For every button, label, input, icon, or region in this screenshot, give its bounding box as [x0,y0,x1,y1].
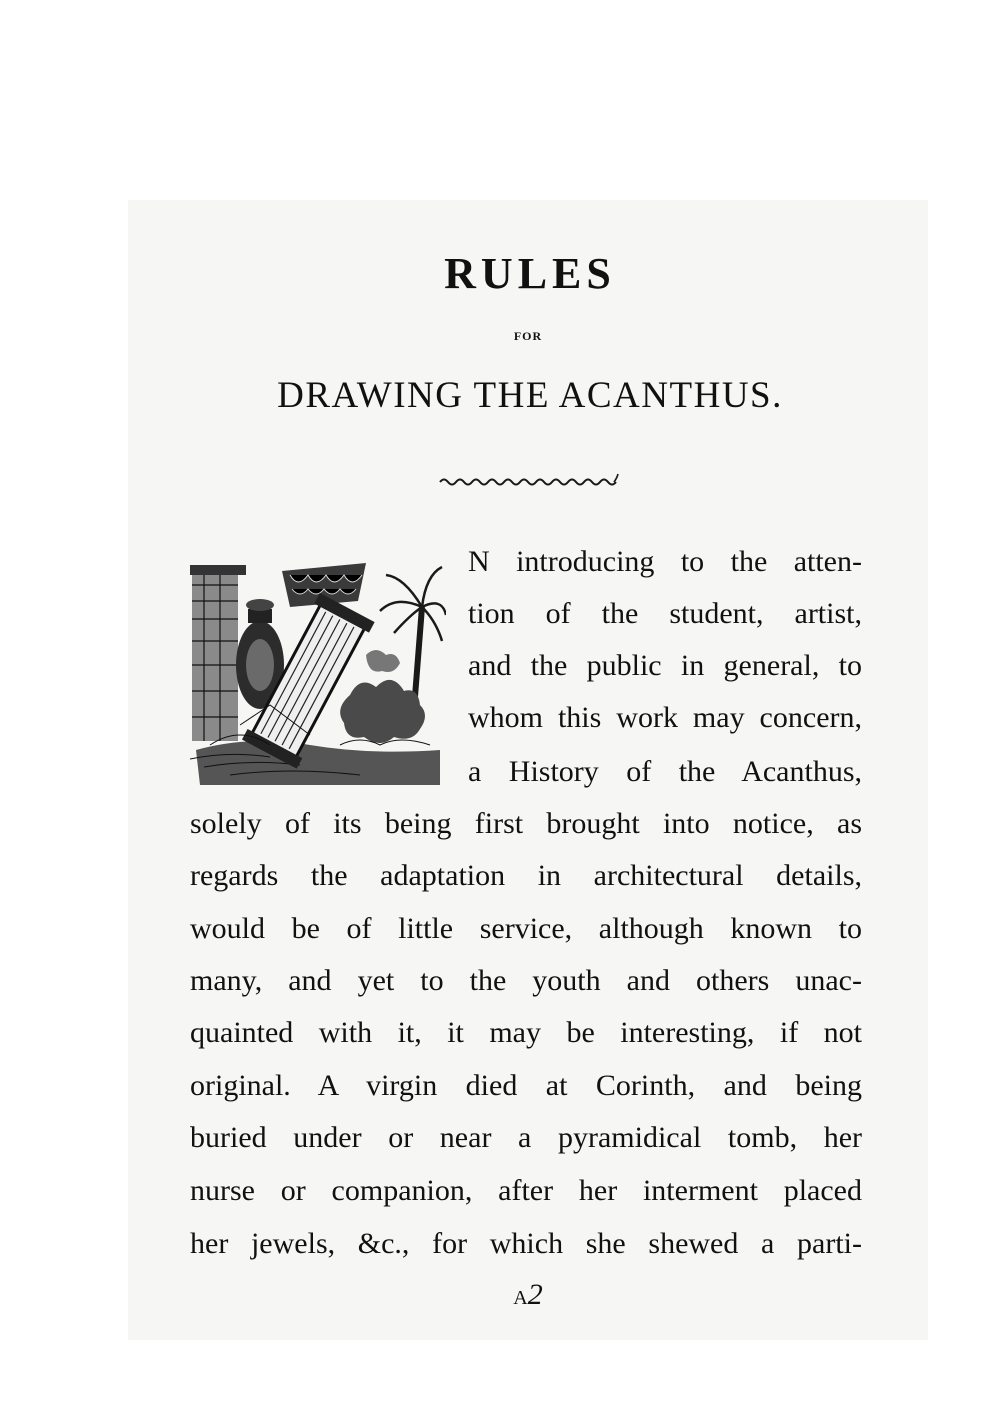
body-line: whom this work may concern, [468,701,862,734]
page-title: RULES [444,249,616,298]
signature-number: 2 [527,1278,543,1311]
page-subtitle: DRAWING THE ACANTHUS. [277,375,783,416]
body-line: original. A virgin died at Corinth, and being [190,1069,862,1102]
body-line: N introducing to the atten- [468,545,862,578]
body-line: many, and yet to the youth and others unac- [190,964,862,997]
body-line: solely of its being first brought into notice, as [190,807,862,840]
body-line: regards the adaptation in architectural details, [190,859,862,892]
body-line: quainted with it, it may be interesting, if not [190,1016,862,1049]
title-connector: FOR [513,329,543,343]
body-line: would be of little service, although known to [190,912,862,945]
body-line: buried under or near a pyramidical tomb, her [190,1121,862,1154]
body-line: her jewels, &c., for which she shewed a parti- [190,1227,862,1260]
body-line: a History of the Acanthus, [468,755,862,788]
body-line: and the public in general, to [468,649,862,682]
body-line: nurse or companion, after her interment placed [190,1174,862,1207]
signature-letter: A [513,1287,528,1309]
body-line: tion of the student, artist, [468,597,862,630]
wavy-rule-ornament-icon [438,472,620,488]
signature-mark [28,1278,1000,1312]
decorated-initial-ruins-icon [190,545,446,785]
